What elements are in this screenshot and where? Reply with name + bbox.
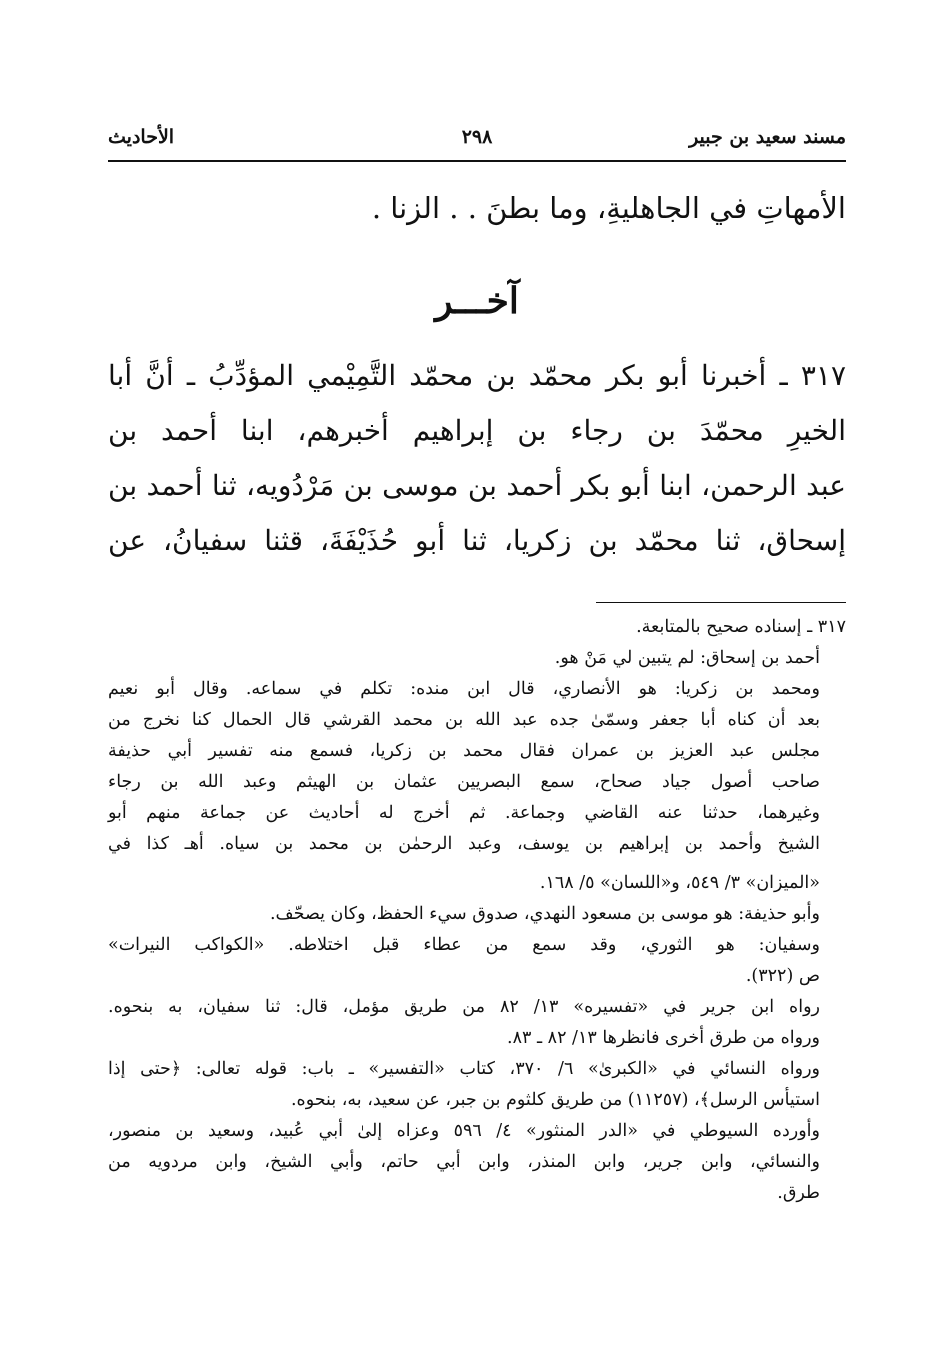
footnote-line: ٣١٧ ـ إسناده صحيح بالمتابعة. xyxy=(636,617,846,637)
page-number: ٢٩٨ xyxy=(461,126,493,148)
footnote-line: طرق. xyxy=(777,1183,820,1203)
footnote-line: مجلس عبد العزيز بن عمران فقال محمد بن زكريا، فسمع منه تفسير أبي حذيفة xyxy=(108,741,820,761)
section-heading: آخـــر xyxy=(435,280,519,322)
footnote-line: استيأس الرسل﴾، (١١٢٥٧) من طريق كلثوم بن جبر، عن سعيد، به، بنحوه. xyxy=(290,1090,820,1110)
footnote-line: والنسائي، وابن جرير، وابن المنذر، وابن أبي حاتم، وأبي الشيخ، وابن مردويه من xyxy=(108,1152,820,1172)
footnote-line: أحمد بن إسحاق: لم يتبين لي مَنْ هو. xyxy=(554,648,820,668)
footnote-line: وسفيان: هو الثوري، وقد سمع من عطاء قبل اختلاطه. «الكواكب النيرات» xyxy=(108,935,820,955)
footnote-line: «الميزان» ٣/ ٥٤٩، و«اللسان» ٥/ ١٦٨. xyxy=(539,873,820,893)
footnote-line: الشيخ وأحمد بن إبراهيم بن يوسف، وعبد الرحمٰن بن محمد بن سياه. أهـ كذا في xyxy=(108,834,820,854)
header-book-title: مسند سعيد بن جبير xyxy=(689,126,846,148)
footnote-separator xyxy=(596,602,846,603)
hadith-line: الخيرِ محمّدَ بن رجاء بن إبراهيم أخبرهم، ابنا أحمد بن xyxy=(108,414,846,447)
footnote-line: وأبو حذيفة: هو موسى بن مسعود النهدي، صدوق سيء الحفظ، وكان يصحّف. xyxy=(269,904,820,924)
footnote-line: رواه ابن جرير في «تفسيره» ١٣/ ٨٢ من طريق مؤمل، قال: ثنا سفيان، به بنحوه. xyxy=(108,997,820,1017)
footnote-line: ومحمد بن زكريا: هو الأنصاري، قال ابن منده: تكلم في سماعه. وقال أبو نعيم xyxy=(108,679,820,699)
continued-text xyxy=(108,180,846,236)
hadith-text xyxy=(108,348,846,568)
footnotes xyxy=(108,612,846,1209)
footnote-line: ص (٣٢٢). xyxy=(745,966,820,986)
footnote-line: ورواه النسائي في «الكبرىٰ» ٦/ ٣٧٠، كتاب «التفسير» ـ باب: قوله تعالى: ﴿حتى إذا xyxy=(108,1059,821,1079)
footnote-line: ورواه من طرق أخرى فانظرها ١٣/ ٨٢ ـ ٨٣. xyxy=(507,1028,820,1048)
text-line: الأمهاتِ في الجاهليةِ، وما بطنَ . . الزنا . xyxy=(371,191,846,225)
header-rule xyxy=(108,160,846,162)
footnote-line: وأورده السيوطي في «الدر المنثور» ٤/ ٥٩٦ وعزاه إلىٰ أبي عُبيد، وسعيد بن منصور، xyxy=(108,1121,820,1141)
hadith-line: ٣١٧ ـ أخبرنا أبو بكر محمّد بن محمّد التَّمِيْمي المؤدِّبُ ـ أنَّ أبا xyxy=(108,359,846,392)
footnote-line: بعد أن كناه أبا جعفر وسمّىٰ جده عبد الله بن محمد القرشي قال الحمال كنا نخرج من xyxy=(108,710,820,730)
hadith-line: إسحاق، ثنا محمّد بن زكريا، ثنا أبو حُذَيْفَةَ، قثنا سفيانُ، عن xyxy=(108,524,846,557)
footnote-line: صاحب أصول جياد صحاح، سمع البصريين عثمان بن الهيثم وعبد الله بن رجاء xyxy=(108,772,820,792)
footnote-line: وغيرهما، حدثنا عنه القاضي وجماعة. ثم أخرج له أحاديث عن جماعة منهم أبو xyxy=(108,803,820,823)
header-section-name: الأحاديث xyxy=(108,126,175,148)
hadith-line: عبد الرحمن، ابنا أبو بكر أحمد بن موسى بن مَرْدُويه، ثنا أحمد بن xyxy=(108,469,846,502)
running-header xyxy=(108,126,846,158)
